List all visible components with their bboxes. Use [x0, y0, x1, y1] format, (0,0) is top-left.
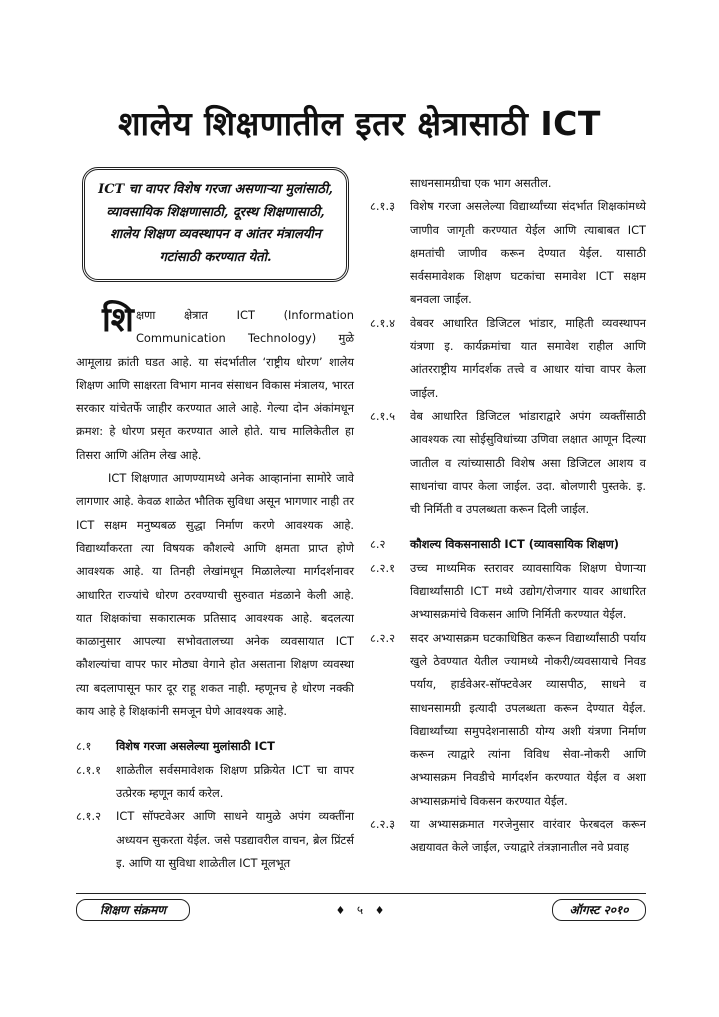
item-8-1-4 — [370, 312, 646, 405]
intro-paragraph — [76, 300, 354, 467]
item-8-1-5 — [370, 405, 646, 521]
footer-journal-name: शिक्षण संक्रमण — [76, 899, 190, 921]
item-text: वेब आधारित डिजिटल भांडाराद्वारे अपंग व्यक्तींसाठी आवश्यक त्या सोईसुविधांच्या उणिवा लक्षात आणून दिल्या जातील व त्यांच्यासाठी विशेष असा डिजिटल आशय व साधनांचा वापर केला जाईल. उदा. बोलणारी पुस्तके. इ. ची निर्मिती व उपलब्धता करून दिली जाईल. — [410, 408, 646, 517]
item-8-2-1 — [370, 557, 646, 627]
right-column — [370, 172, 646, 860]
section-8-1-heading — [76, 735, 354, 758]
left-column — [76, 167, 354, 875]
drop-cap: शि — [102, 300, 134, 340]
item-8-1-1 — [76, 759, 354, 806]
item-8-1-3 — [370, 195, 646, 311]
item-text: या अभ्यासक्रमात गरजेनुसार वारंवार फेरबदल करून अद्ययावत केले जाईल, ज्याद्वारे तंत्रज्ञानातील नवे प्रवाह — [410, 817, 646, 855]
section-title: विशेष गरजा असलेल्या मुलांसाठी ICT — [116, 739, 275, 754]
item-text: ICT सॉफ्टवेअर आणि साधने यामुळे अपंग व्यक्तींना अध्ययन सुकरता येईल. जसे पडद्यावरील वाचन, ब्रेल प्रिंटर्स इ. आणि या सुविधा शाळेतील ICT मूलभूत — [116, 809, 354, 870]
section-title: कौशल्य विकसनासाठी ICT (व्यावसायिक शिक्षण) — [410, 537, 619, 552]
item-number: ८.१.२ — [76, 809, 102, 824]
diamond-icon: ♦ — [335, 904, 346, 917]
item-number: ८.१.५ — [370, 408, 396, 423]
footer-issue-date: ऑगस्ट २०१० — [552, 899, 646, 921]
paragraph-1-text: क्षणा क्षेत्रात ICT (Information Communication Technology) मुळे आमूलाग्र क्रांती घडत आहे. या संदर्भातील ‘राष्ट्रीय धोरण’ शालेय शिक्षण आणि साक्षरता विभाग मानव संसाधन विकास मंत्रालय, भारत सरकार यांचेतर्फे जाहीर करण्यात आले आहे. गेल्या दोन अंकांमधून क्रमश: हे धोरण प्रसृत करण्यात आले होते. याच मालिकेतील हा तिसरा आणि अंतिम लेख आहे. — [76, 308, 354, 462]
item-8-2-2 — [370, 627, 646, 813]
item-text: सदर अभ्यासक्रम घटकाधिष्ठित करून विद्यार्थ्यांसाठी पर्याय खुले ठेवण्यात येतील ज्यामध्ये नोकरी/व्यवसायाचे निवड पर्याय, हार्डवेअर-सॉफ्टवेअर व्यासपीठ, साधने व साधनसामग्री इत्यादी उपलब्धता करून देण्यात येईल. विद्यार्थ्यांच्या समुपदेशनासाठी योग्य अशी यंत्रणा निर्माण करून त्याद्वारे त्यांना विविध सेवा-नोकरी आणि अभ्यासक्रम निवडीचे मार्गदर्शन करण्यात येईल व अशा अभ्यासक्रमांचे विकसन करण्यात येईल. — [410, 630, 646, 808]
item-8-1-2 — [76, 805, 354, 875]
section-number: ८.१ — [76, 739, 92, 754]
page-number: ५ — [356, 903, 364, 917]
footer-divider — [76, 893, 646, 894]
intro-box: ICT चा वापर विशेष गरजा असणाऱ्या मुलांसाठी, व्यावसायिक शिक्षणासाठी, दूरस्थ शिक्षणासाठी, शालेय शिक्षण व्यवस्थापन व आंतर मंत्रालयीन गटांसाठी करण्यात येतो. — [82, 167, 349, 282]
paragraph-2: ICT शिक्षणात आणण्यामध्ये अनेक आव्हानांना सामोरे जावे लागणार आहे. केवळ शाळेत भौतिक सुविधा असून भागणार नाही तर ICT सक्षम मनुष्यबळ सुद्धा निर्माण करणे आवश्यक आहे. विद्यार्थ्यांकरता त्या विषयक कौशल्ये आणि क्षमता प्राप्त होणे आवश्यक आहे. या तिनही लेखांमधून मिळालेल्या मार्गदर्शनावर आधारित राज्यांचे धोरण ठरवण्याची सुरुवात मंडळाने केली आहे. यात शिक्षकांचा सकारात्मक प्रतिसाद आवश्यक आहे. बदलत्या काळानुसार आपल्या सभोवतालच्या अनेक व्यवसायात ICT कौशल्यांचा वापर फार मोठ्या वेगाने होत असताना शिक्षण व्यवस्था त्या बदलापासून फार दूर राहू शकत नाही. म्हणूनच हे धोरण नक्की काय आहे हे शिक्षकांनी समजून घेणे आवश्यक आहे. — [76, 471, 354, 719]
item-number: ८.१.४ — [370, 315, 396, 330]
section-number: ८.२ — [370, 537, 386, 552]
item-number: ८.२.१ — [370, 560, 396, 575]
item-text: उच्च माध्यमिक स्तरावर व्यावसायिक शिक्षण घेणाऱ्या विद्यार्थ्यांसाठी ICT मध्ये उद्योग/रोजगार यावर आधारित अभ्यासक्रमांचे विकसन आणि निर्मिती करण्यात येईल. — [410, 560, 646, 622]
item-number: ८.२.२ — [370, 630, 396, 645]
footer-page-number — [320, 902, 400, 919]
diamond-icon: ♦ — [374, 904, 385, 917]
item-8-2-3 — [370, 813, 646, 860]
item-text: शाळेतील सर्वसमावेशक शिक्षण प्रक्रियेत ICT चा वापर उत्प्रेरक म्हणून कार्य करेल. — [116, 762, 354, 800]
section-8-2-heading — [370, 533, 646, 556]
page-title: शालेय शिक्षणातील इतर क्षेत्रासाठी ICT — [118, 104, 601, 143]
item-number: ८.१.३ — [370, 199, 396, 214]
item-text: विशेष गरजा असलेल्या विद्यार्थ्यांच्या संदर्भात शिक्षकांमध्ये जाणीव जागृती करण्यात येईल आणि त्याबाबत ICT क्षमतांची जाणीव करून देण्यात येईल. यासाठी सर्वसमावेशक शिक्षण घटकांचा समावेश ICT सक्षम बनवला जाईल. — [410, 199, 646, 307]
item-number: ८.२.३ — [370, 817, 396, 832]
item-8-1-2-continued: साधनसामग्रीचा एक भाग असतील. — [410, 176, 552, 190]
item-number: ८.१.१ — [76, 762, 102, 777]
item-text: वेबवर आधारित डिजिटल भांडार, माहिती व्यवस्थापन यंत्रणा इ. कार्यक्रमांचा यात समावेश राहील आणि आंतरराष्ट्रीय मार्गदर्शक तत्त्वे व आधार यांचा वापर केला जाईल. — [410, 315, 646, 400]
